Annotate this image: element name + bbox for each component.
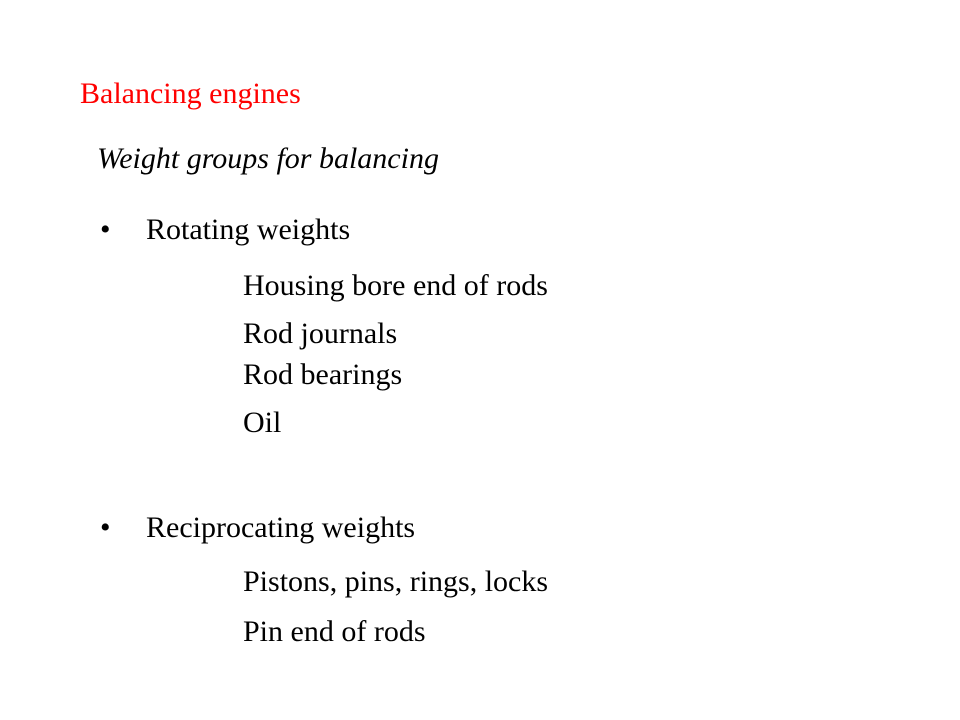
bullet-rotating-weights: [100, 210, 350, 250]
list-item: Housing bore end of rods: [243, 269, 548, 302]
bullet-label: Reciprocating weights: [146, 511, 416, 544]
slide-title: Balancing engines: [80, 77, 301, 110]
list-item: Rod bearings: [243, 358, 403, 391]
list-item: Oil: [243, 406, 282, 439]
bullet-icon: •: [100, 213, 111, 246]
bullet-icon: •: [100, 511, 111, 544]
list-item: Rod journals: [243, 317, 398, 350]
slide-subtitle: Weight groups for balancing: [97, 142, 439, 175]
list-item: Pin end of rods: [243, 615, 426, 648]
list-item: Pistons, pins, rings, locks: [243, 565, 549, 598]
bullet-reciprocating-weights: [100, 508, 415, 548]
bullet-label: Rotating weights: [146, 213, 351, 246]
